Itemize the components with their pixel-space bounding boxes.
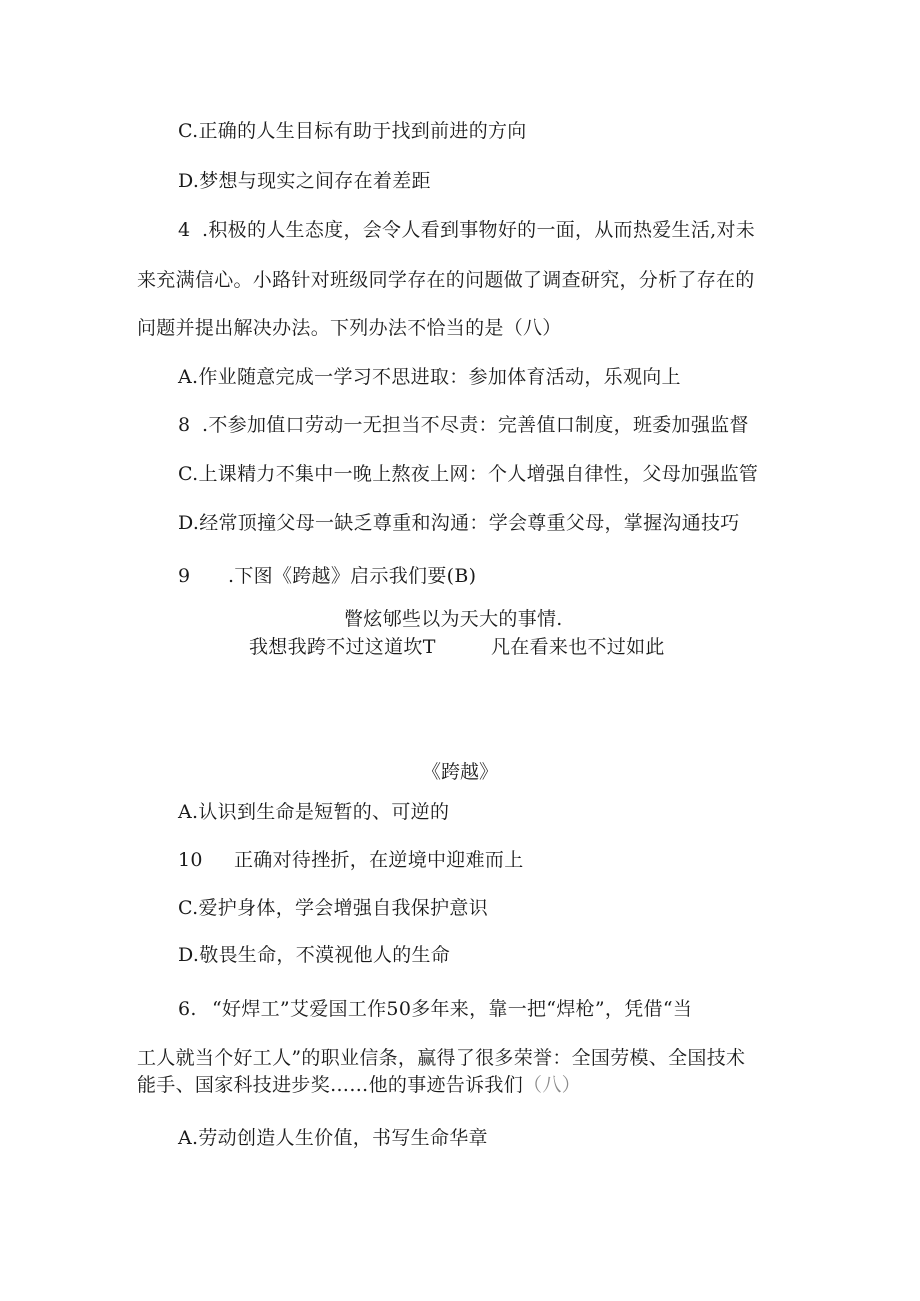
q4-stem-line3: 问题并提出解决办法。下列办法不恰当的是（八）: [137, 317, 562, 339]
q4-stem-line2: 来充满信心。小路针对班级同学存在的问题做了调查研究，分析了存在的: [137, 269, 755, 291]
q6-answer: （八）: [523, 1074, 581, 1096]
q4-stem-text: .积极的人生态度，会令人看到事物好的一面，从而热爱生活,对未: [202, 219, 756, 241]
q5-option-b-number: 10: [178, 849, 203, 871]
q5-option-d: D.敬畏生命，不漠视他人的生命: [178, 944, 451, 966]
q5-stem-text: .下图《跨越》启示我们要(B): [228, 565, 477, 587]
q5-option-a: A.认识到生命是短暂的、可逆的: [178, 801, 450, 823]
figure-text-right: 凡在看来也不过如此: [491, 636, 665, 658]
figure-text-line1: 瞥炫郇些以为天大的事情.: [344, 608, 563, 630]
q4-option-d: D.经常顶撞父母一缺乏尊重和沟通：学会尊重父母，掌握沟通技巧: [178, 512, 740, 534]
q4-number: 4: [178, 219, 191, 241]
q6-stem-line3: [137, 1073, 581, 1097]
q4-option-b-number: 8: [178, 414, 191, 436]
q6-option-a: A.劳动创造人生价值，书写生命华章: [178, 1127, 488, 1149]
q6-stem-line2: 工人就当个好工人”的职业信条，赢得了很多荣誉：全国劳模、全国技术: [137, 1047, 746, 1069]
q4-option-b-text: .不参加值口劳动一无担当不尽责：完善值口制度，班委加强监督: [202, 414, 749, 436]
q5-option-b: [178, 848, 524, 872]
q5-option-b-text: 正确对待挫折，在逆境中迎难而上: [234, 849, 524, 871]
q6-number: 6.: [178, 998, 197, 1020]
q3-option-d: D.梦想与现实之间存在着差距: [178, 170, 431, 192]
q6-stem-line3-text: 能手、国家科技进步奖……他的事迹告诉我们: [137, 1074, 524, 1096]
q5-option-c: C.爱护身体，学会增强自我保护意识: [178, 897, 489, 919]
q4-option-b: [178, 413, 749, 437]
q6-stem-line1: [178, 997, 692, 1021]
q6-stem-text: “好焊工”艾爱国工作50多年来，靠一把“焊枪”，凭借“当: [212, 998, 693, 1020]
q4-stem-line1: [178, 218, 755, 242]
q4-option-a: A.作业随意完成一学习不思进取：参加体育活动，乐观向上: [178, 366, 681, 388]
q5-stem: [178, 564, 476, 588]
q4-option-c: C.上课精力不集中一晚上熬夜上网：个人增强自律性，父母加强监管: [178, 463, 759, 485]
figure-text-left: 我想我跨不过这道坎T: [249, 636, 436, 658]
q3-option-c: C.正确的人生目标有助于找到前进的方向: [178, 120, 527, 142]
q5-number: 9: [178, 565, 191, 587]
figure-caption: 《跨越》: [421, 761, 498, 783]
